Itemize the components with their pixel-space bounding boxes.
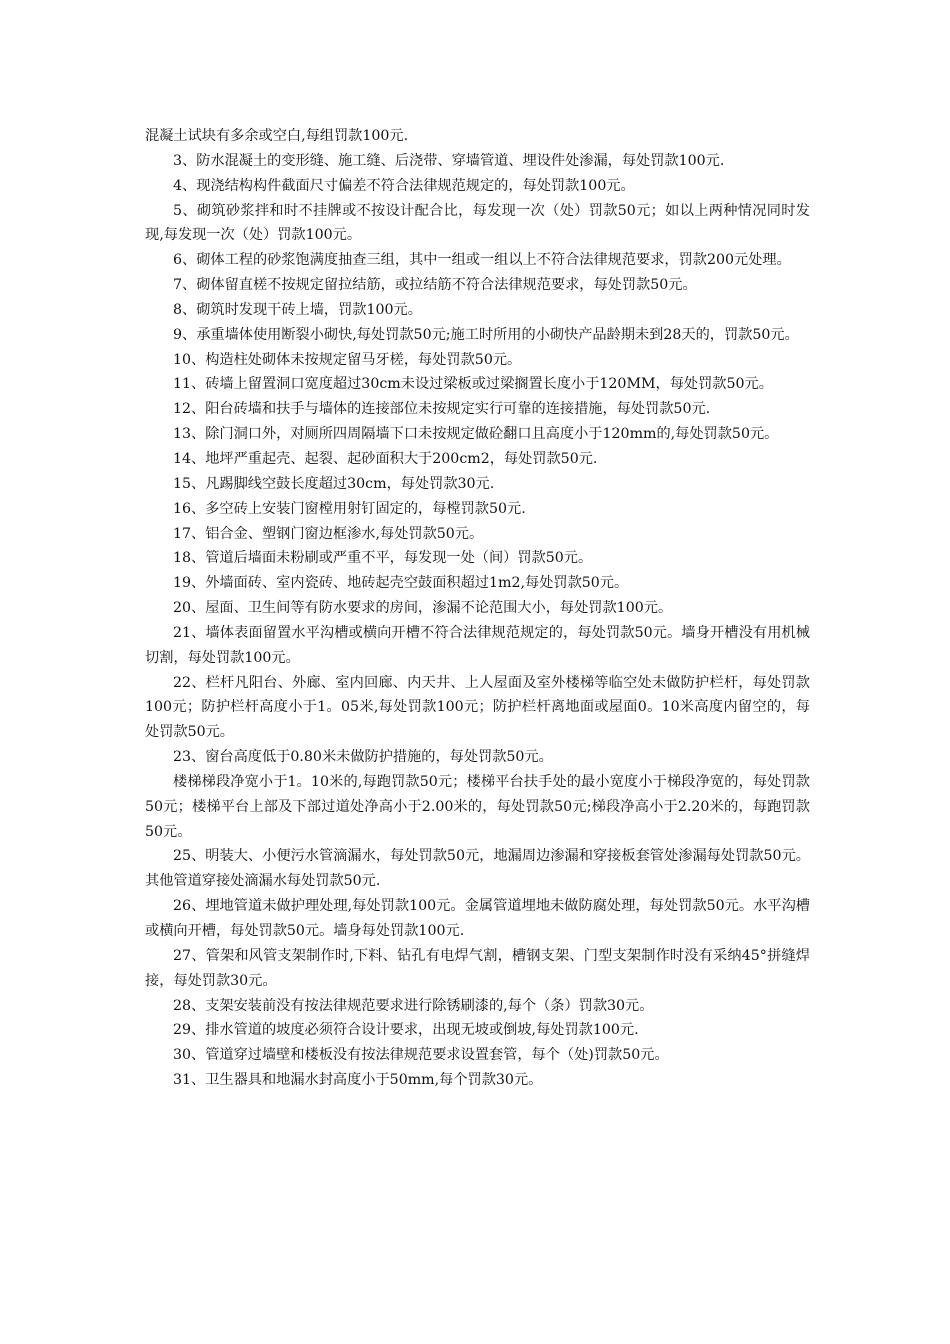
paragraph: 10、构造柱处砌体未按规定留马牙槎，每处罚款50元。	[173, 351, 522, 368]
paragraph: 11、砖墙上留置洞口宽度超过30cm未设过梁板或过梁搁置长度小于120MM，每处罚款50元。	[173, 376, 773, 393]
paragraph: 21、墙体表面留置水平沟槽或横向开槽不符合法律规范规定的，每处罚款50元。墙身开槽没有用机械切割，每处罚款100元。	[145, 624, 810, 666]
paragraph: 22、栏杆凡阳台、外廊、室内回廊、内天井、上人屋面及室外楼梯等临空处未做防护栏杆，每处罚款100元；防护栏杆高度小于1。05米,每处罚款100元；防护栏杆离地面或屋面0。10米高度内留空的，每处罚款50元。	[145, 674, 810, 741]
paragraph: 6、砌体工程的砂浆饱满度抽查三组，其中一组或一组以上不符合法律规范要求，罚款200元处理。	[173, 252, 791, 269]
paragraph: 8、砌筑时发现干砖上墙，罚款100元。	[173, 301, 422, 318]
document-page	[145, 124, 810, 1093]
paragraph: 4、现浇结构构件截面尺寸偏差不符合法律规范规定的，每处罚款100元。	[173, 177, 635, 194]
paragraph: 29、排水管道的坡度必须符合设计要求，出现无坡或倒坡,每处罚款100元.	[173, 1022, 639, 1039]
paragraph: 30、管道穿过墙壁和楼板没有按法律规范要求设置套管，每个（处)罚款50元。	[173, 1047, 669, 1064]
paragraph: 19、外墙面砖、室内瓷砖、地砖起壳空鼓面积超过1m2,每处罚款50元。	[173, 575, 629, 592]
paragraph: 7、砌体留直槎不按规定留拉结筋，或拉结筋不符合法律规范要求，每处罚款50元。	[173, 277, 697, 294]
paragraph: 12、阳台砖墙和扶手与墙体的连接部位未按规定实行可靠的连接措施，每处罚款50元.	[173, 401, 711, 418]
paragraph: 20、屋面、卫生间等有防水要求的房间，渗漏不论范围大小，每处罚款100元。	[173, 600, 673, 617]
paragraph: 26、埋地管道未做护理处理,每处罚款100元。金属管道埋地未做防腐处理，每处罚款50元。水平沟槽或横向开槽，每处罚款50元。墙身每处罚款100元.	[145, 898, 810, 939]
paragraph: 混凝土试块有多余或空白,每组罚款100元.	[145, 128, 409, 144]
paragraph: 27、管架和风管支架制作时,下料、钻孔有电焊气割，槽钢支架、门型支架制作时没有采纳45°拼缝焊接，每处罚款30元。	[145, 947, 810, 989]
paragraph: 25、明装大、小便污水管滴漏水，每处罚款50元，地漏周边渗漏和穿接板套管处渗漏每处罚款50元。其他管道穿接处滴漏水每处罚款50元.	[145, 848, 810, 890]
paragraph: 17、铝合金、塑钢门窗边框渗水,每处罚款50元。	[173, 525, 484, 542]
paragraph: 5、砌筑砂浆拌和时不挂牌或不按设计配合比，每发现一次（处）罚款50元；如以上两种情况同时发现,每发现一次（处）罚款100元。	[145, 202, 810, 244]
paragraph: 14、地坪严重起壳、起裂、起砂面积大于200cm2，每处罚款50元.	[173, 450, 598, 467]
paragraph: 3、防水混凝土的变形缝、施工缝、后浇带、穿墙管道、埋设件处渗漏，每处罚款100元.	[173, 152, 725, 169]
paragraph: 15、凡踢脚线空鼓长度超过30cm，每处罚款30元.	[173, 475, 495, 492]
paragraph: 9、承重墙体使用断裂小砌快,每处罚款50元;施工时所用的小砌快产品龄期未到28天的，罚款50元。	[173, 326, 799, 343]
paragraph: 28、支架安装前没有按法律规范要求进行除锈刷漆的,每个（条）罚款30元。	[173, 997, 654, 1014]
paragraph: 16、多空砖上安装门窗樘用射钉固定的，每樘罚款50元.	[173, 500, 526, 517]
paragraph: 13、除门洞口外，对厕所四周隔墙下口未按规定做砼翻口且高度小于120mm的,每处罚款50元。	[173, 426, 779, 443]
paragraph: 23、窗台高度低于0.80米未做防护措施的，每处罚款50元。	[173, 749, 553, 766]
paragraph: 18、管道后墙面未粉刷或严重不平，每发现一处（间）罚款50元。	[173, 550, 593, 567]
paragraph: 楼梯梯段净宽小于1。10米的,每跑罚款50元；楼梯平台扶手处的最小宽度小于梯段净宽的，每处罚款50元；楼梯平台上部及下部过道处净高小于2.00米的，每处罚款50元;梯段净高小于2.20米的，每跑罚款50元。	[145, 773, 810, 840]
paragraph: 31、卫生器具和地漏水封高度小于50mm,每个罚款30元。	[173, 1072, 543, 1089]
